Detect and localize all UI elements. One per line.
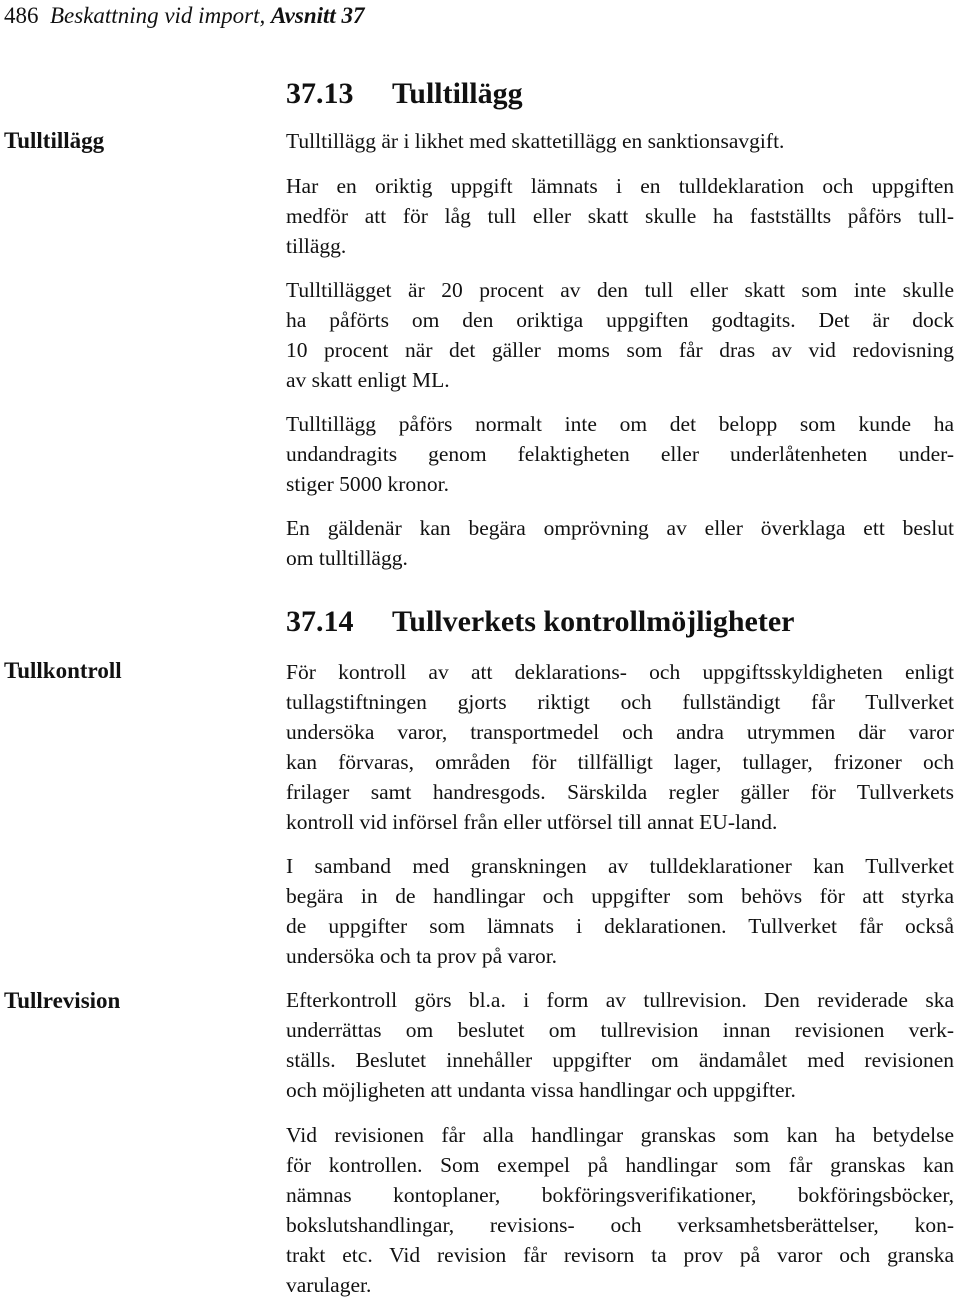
section-title: Tulltillägg [392,77,523,110]
text-line: nämnas kontoplaner, bokföringsverifikationer, bokföringsböcker, [286,1182,954,1207]
text-line: begära in de handlingar och uppgifter som behövs för att styrka [286,883,954,908]
margin-note-tullrevision: Tullrevision [4,988,121,1013]
section-number: 37.13 [286,77,354,110]
paragraph [286,514,954,574]
text-line: Har en oriktig uppgift lämnats i en tulldeklaration och uppgiften [286,174,954,198]
text-line: För kontroll av att deklarations- och uppgiftsskyldigheten enligt [286,660,954,684]
paragraph [286,276,954,396]
text-line: Tulltillägg är i likhet med skattetillägg en sanktionsavgift. [286,129,785,153]
text-line: ha påförts om den oriktiga uppgiften godtagits. Det är dock [286,307,954,332]
paragraph [286,172,954,262]
text-line: trakt etc. Vid revision får revisorn ta prov på varor och granska [286,1242,954,1267]
paragraph [286,410,954,500]
text-line: Tulltillägg påförs normalt inte om det belopp som kunde ha [286,412,954,436]
paragraph [286,658,954,837]
text-line: Vid revisionen får alla handlingar granskas som kan ha betydelse [286,1123,954,1147]
text-line: undersöka varor, transportmedel och andra utrymmen där varor [286,719,954,744]
text-line: om tulltillägg. [286,545,408,570]
text-line: Efterkontroll görs bl.a. i form av tullrevision. Den reviderade ska [286,988,954,1012]
paragraph [286,852,954,972]
text-line: undersöka och ta prov på varor. [286,943,558,968]
paragraph [286,1121,954,1300]
text-line: de uppgifter som lämnats i deklarationen. Tullverket får också [286,913,954,938]
text-line: stiger 5000 kronor. [286,471,450,496]
section-number: 37.14 [286,605,354,638]
text-line: undandragits genom felaktigheten eller underlåtenheten under- [286,441,954,466]
text-line: tillägg. [286,233,347,258]
running-title-section: Avsnitt 37 [271,3,365,28]
text-line: medför att för låg tull eller skatt skulle ha fastställts påförs tull- [286,203,954,228]
section-heading-37-14 [286,604,794,640]
running-title [50,3,365,28]
text-line: kan förvaras, områden för tillfälligt lager, tullager, frizoner och [286,749,954,774]
text-line: Tulltillägget är 20 procent av den tull eller skatt som inte skulle [286,278,954,302]
text-line: ställs. Beslutet innehåller uppgifter om ändamålet med revisionen [286,1047,954,1072]
text-line: frilager samt handresgods. Särskilda regler gäller för Tullverkets [286,779,954,804]
section-title: Tullverkets kontrollmöjligheter [392,605,795,638]
margin-note-tulltillagg: Tulltillägg [4,128,105,153]
text-line: underrättas om beslutet om tullrevision innan revisionen verk- [286,1017,954,1042]
paragraph [286,127,954,157]
text-line: för kontrollen. Som exempel på handlingar som får granskas kan [286,1152,954,1177]
text-line: kontroll vid införsel från eller utförsel till annat EU-land. [286,809,778,834]
text-line: och möjligheten att undanta vissa handlingar och uppgifter. [286,1077,796,1102]
running-title-text: Beskattning vid import, [50,3,272,28]
text-line: varulager. [286,1272,372,1297]
running-header [4,0,365,32]
text-line: tullagstiftningen gjorts riktigt och fullständigt får Tullverket [286,689,954,714]
section-heading-37-13 [286,76,523,112]
text-line: En gäldenär kan begära omprövning av eller överklaga ett beslut [286,516,954,540]
page-number: 486 [4,3,39,28]
margin-note-tullkontroll: Tullkontroll [4,658,122,683]
text-line: av skatt enligt ML. [286,367,450,392]
text-line: I samband med granskningen av tulldeklarationer kan Tullverket [286,854,954,878]
paragraph [286,986,954,1106]
text-line: 10 procent när det gäller moms som får dras av vid redovisning [286,337,954,362]
text-line: bokslutshandlingar, revisions- och verksamhetsberättelser, kon- [286,1212,954,1237]
